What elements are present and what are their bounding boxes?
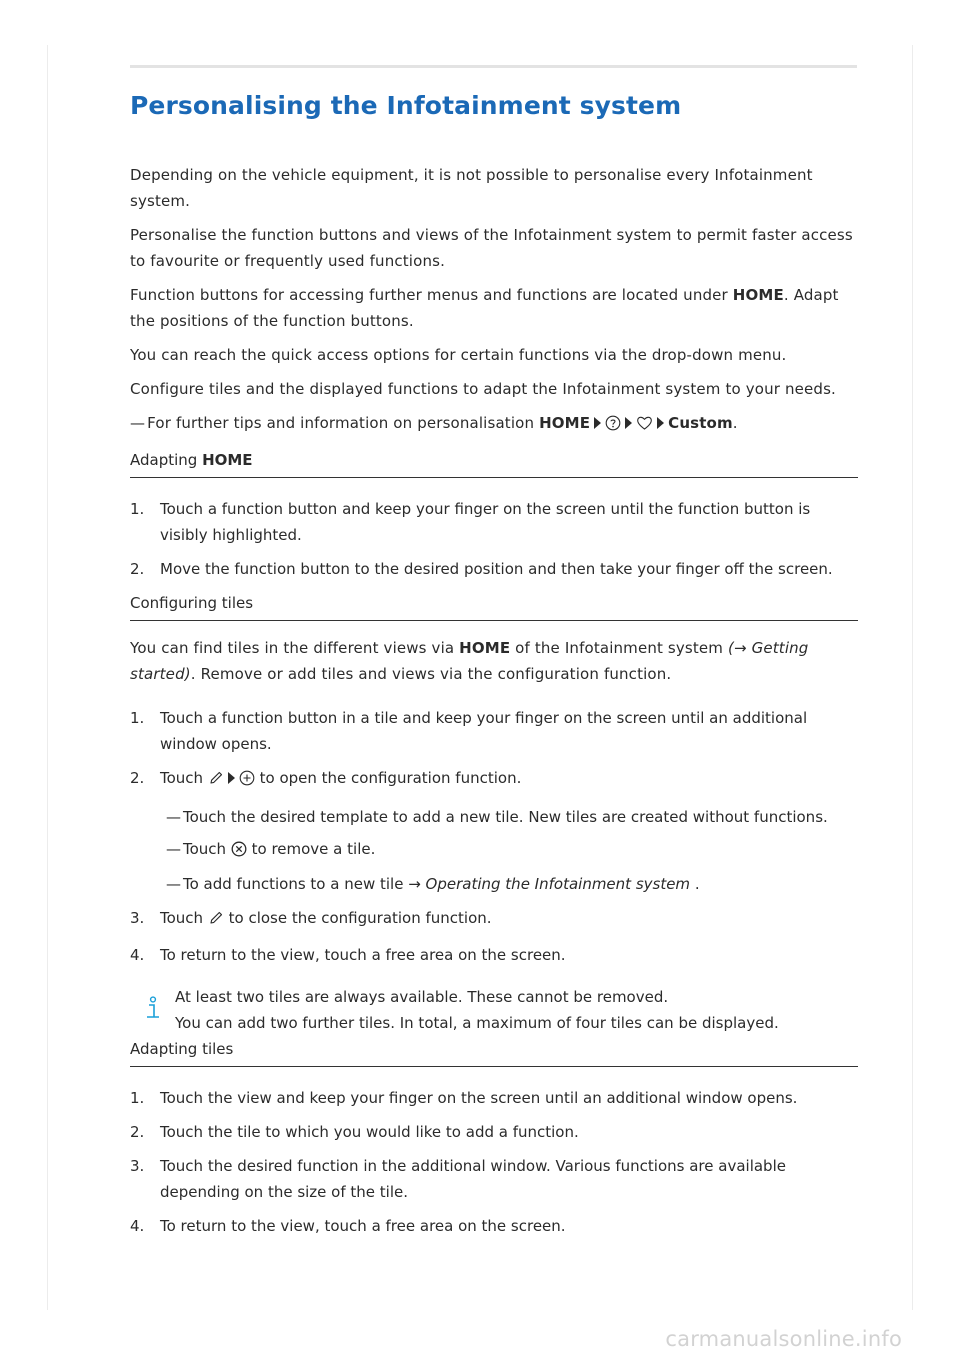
list-item xyxy=(130,556,858,582)
sub-step-text: to remove a tile. xyxy=(251,840,376,858)
list-item xyxy=(130,705,858,757)
getting-started-link[interactable]: (→ Getting started) xyxy=(130,639,809,683)
list-item xyxy=(130,1119,858,1145)
step-number: 3. xyxy=(130,909,145,927)
sub-step xyxy=(166,804,858,830)
text-span: . Remove or add tiles and views via the configuration function. xyxy=(190,665,672,683)
step-text: Touch a function button and keep your finger on the screen until the function button is visibly highlighted. xyxy=(160,500,811,544)
right-margin-line xyxy=(912,45,913,1310)
step-text: To return to the view, touch a free area on the screen. xyxy=(160,946,566,964)
section-adapting-tiles: Adapting tiles xyxy=(130,1038,858,1067)
section-adapting-home xyxy=(130,449,858,478)
section-label: Adapting xyxy=(130,451,203,469)
step-number: 3. xyxy=(130,1157,145,1175)
step-number: 4. xyxy=(130,1217,145,1235)
config-steps-list xyxy=(130,705,858,794)
step-text: Touch a function button in a tile and keep your finger on the screen until an additional window opens. xyxy=(160,709,808,753)
section-configuring-tiles: Configuring tiles xyxy=(130,592,858,621)
text-span: You can find tiles in the different views via xyxy=(130,639,460,657)
list-item xyxy=(130,1153,858,1205)
watermark: carmanualsonline.info xyxy=(665,1327,902,1351)
note-line-1: At least two tiles are always available. These cannot be removed. xyxy=(175,988,669,1006)
config-steps-list-continued xyxy=(130,905,858,968)
sub-step xyxy=(166,871,858,897)
home-keyword: HOME xyxy=(732,286,784,304)
sub-step xyxy=(166,836,858,865)
pencil-icon xyxy=(208,908,224,934)
question-circle-icon xyxy=(605,413,621,439)
x-circle-icon xyxy=(231,839,247,865)
dash: — xyxy=(166,840,181,858)
list-item xyxy=(130,905,858,934)
step-number: 1. xyxy=(130,1089,145,1107)
intro-paragraph-2: Personalise the function buttons and views of the Infotainment system to permit faster access to favourite or frequently used functions. xyxy=(130,226,853,270)
tiles-paragraph: Configure tiles and the displayed functions to adapt the Infotainment system to your needs. xyxy=(130,380,836,398)
heart-icon xyxy=(636,413,653,439)
text-span: . Adapt the positions of the function buttons. xyxy=(130,286,839,330)
dash: — xyxy=(130,414,146,432)
step-number: 2. xyxy=(130,560,145,578)
step-text: to open the configuration function. xyxy=(259,769,522,787)
step-number: 1. xyxy=(130,709,145,727)
text-span: For further tips and information on personalisation xyxy=(147,414,540,432)
sub-step-text: . xyxy=(690,875,700,893)
pencil-icon xyxy=(208,768,224,794)
config-sub-steps xyxy=(130,804,858,897)
text-span: of the Infotainment system xyxy=(510,639,728,657)
info-icon xyxy=(144,996,162,1024)
custom-keyword: Custom xyxy=(668,414,733,432)
list-item xyxy=(130,765,858,794)
list-item xyxy=(130,1085,858,1111)
step-text: to close the configuration function. xyxy=(228,909,492,927)
left-margin-line xyxy=(47,45,48,1310)
home-keyword: HOME xyxy=(539,414,591,432)
step-number: 2. xyxy=(130,769,145,787)
quick-access-paragraph: You can reach the quick access options for certain functions via the drop-down menu. xyxy=(130,346,787,364)
home-keyword: HOME xyxy=(202,451,253,469)
text-span: . xyxy=(732,414,738,432)
home-keyword: HOME xyxy=(459,639,511,657)
adapt-steps-list xyxy=(130,1085,858,1239)
home-steps-list xyxy=(130,496,858,582)
step-text: Touch the tile to which you would like to add a function. xyxy=(160,1123,579,1141)
arrow-right-icon xyxy=(625,417,632,429)
intro-paragraph-1: Depending on the vehicle equipment, it is not possible to personalise every Infotainment system. xyxy=(130,166,813,210)
dash: — xyxy=(166,875,181,893)
arrow-right-icon xyxy=(657,417,664,429)
sub-step-text: Touch xyxy=(183,840,227,858)
dash: — xyxy=(166,808,181,826)
arrow-right-icon xyxy=(594,417,601,429)
operating-infotainment-link[interactable]: → Operating the Infotainment system xyxy=(408,875,691,893)
step-text: Touch the desired function in the additional window. Various functions are available depending on the size of the tile. xyxy=(160,1157,786,1201)
sub-step-text: To add functions to a new tile xyxy=(183,875,409,893)
page-content xyxy=(130,88,858,1249)
note-line-2: You can add two further tiles. In total, a maximum of four tiles can be displayed. xyxy=(175,1014,779,1032)
step-text: Move the function button to the desired position and then take your finger off the screen. xyxy=(160,560,833,578)
step-number: 1. xyxy=(130,500,145,518)
step-number: 2. xyxy=(130,1123,145,1141)
step-text: Touch xyxy=(160,769,204,787)
top-rule xyxy=(130,65,857,68)
function-buttons-paragraph xyxy=(130,282,858,334)
text-span: Function buttons for accessing further menus and functions are located under xyxy=(130,286,733,304)
plus-circle-icon xyxy=(239,768,255,794)
step-text: Touch xyxy=(160,909,204,927)
config-intro-paragraph xyxy=(130,635,858,687)
info-note xyxy=(130,984,858,1036)
page-title: Personalising the Infotainment system xyxy=(130,91,682,120)
sub-step-text: Touch the desired template to add a new tile. New tiles are created without functions. xyxy=(183,808,828,826)
tips-paragraph xyxy=(130,410,858,439)
list-item xyxy=(130,496,858,548)
list-item xyxy=(130,1213,858,1239)
list-item xyxy=(130,942,858,968)
step-text: To return to the view, touch a free area on the screen. xyxy=(160,1217,566,1235)
step-number: 4. xyxy=(130,946,145,964)
step-text: Touch the view and keep your finger on the screen until an additional window opens. xyxy=(160,1089,798,1107)
arrow-right-icon xyxy=(228,772,235,784)
